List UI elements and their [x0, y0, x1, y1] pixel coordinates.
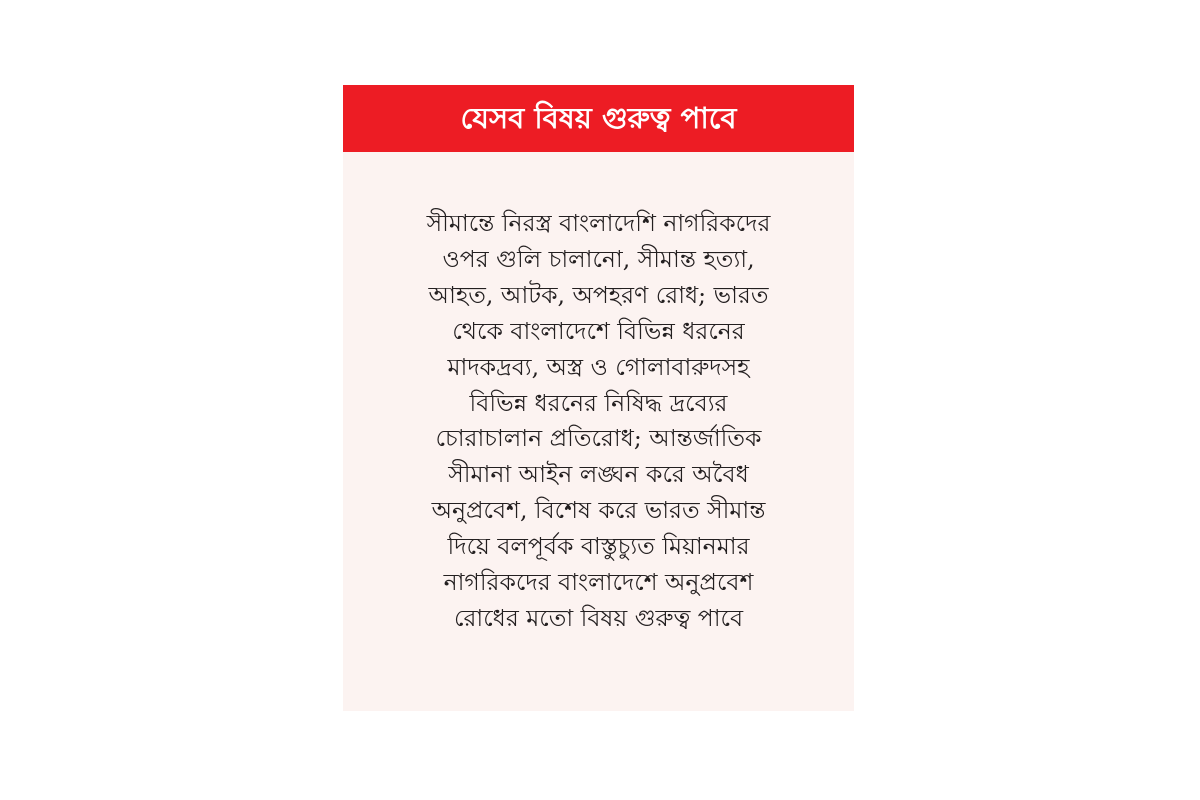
info-card [343, 85, 854, 711]
body-line: বিভিন্ন ধরনের নিষিদ্ধ দ্রব্যের [469, 388, 728, 417]
body-line: সীমান্তে নিরস্ত্র বাংলাদেশি নাগরিকদের [426, 209, 771, 237]
body-line: চোরাচালান প্রতিরোধ; আন্তর্জাতিক [435, 424, 762, 453]
body-line: মাদকদ্রব্য, অস্ত্র ও গোলাবারুদসহ [447, 352, 750, 381]
body-line: রোধের মতো বিষয় গুরুত্ব পাবে [453, 603, 744, 632]
body-line: ওপর গুলি চালানো, সীমান্ত হত্যা, [442, 244, 755, 273]
body-line: অনুপ্রবেশ, বিশেষ করে ভারত সীমান্ত [431, 496, 766, 525]
body-line: থেকে বাংলাদেশে বিভিন্ন ধরনের [452, 316, 745, 345]
card-body [343, 206, 854, 637]
card-title: যেসব বিষয় গুরুত্ব পাবে [460, 101, 737, 135]
body-line: নাগরিকদের বাংলাদেশে অনুপ্রবেশ [443, 568, 754, 597]
body-line: দিয়ে বলপূর্বক বাস্তুচ্যুত মিয়ানমার [447, 532, 750, 561]
card-header [343, 85, 854, 152]
body-line: সীমানা আইন লঙ্ঘন করে অবৈধ [448, 460, 749, 489]
body-line: আহত, আটক, অপহরণ রোধ; ভারত [428, 280, 769, 309]
